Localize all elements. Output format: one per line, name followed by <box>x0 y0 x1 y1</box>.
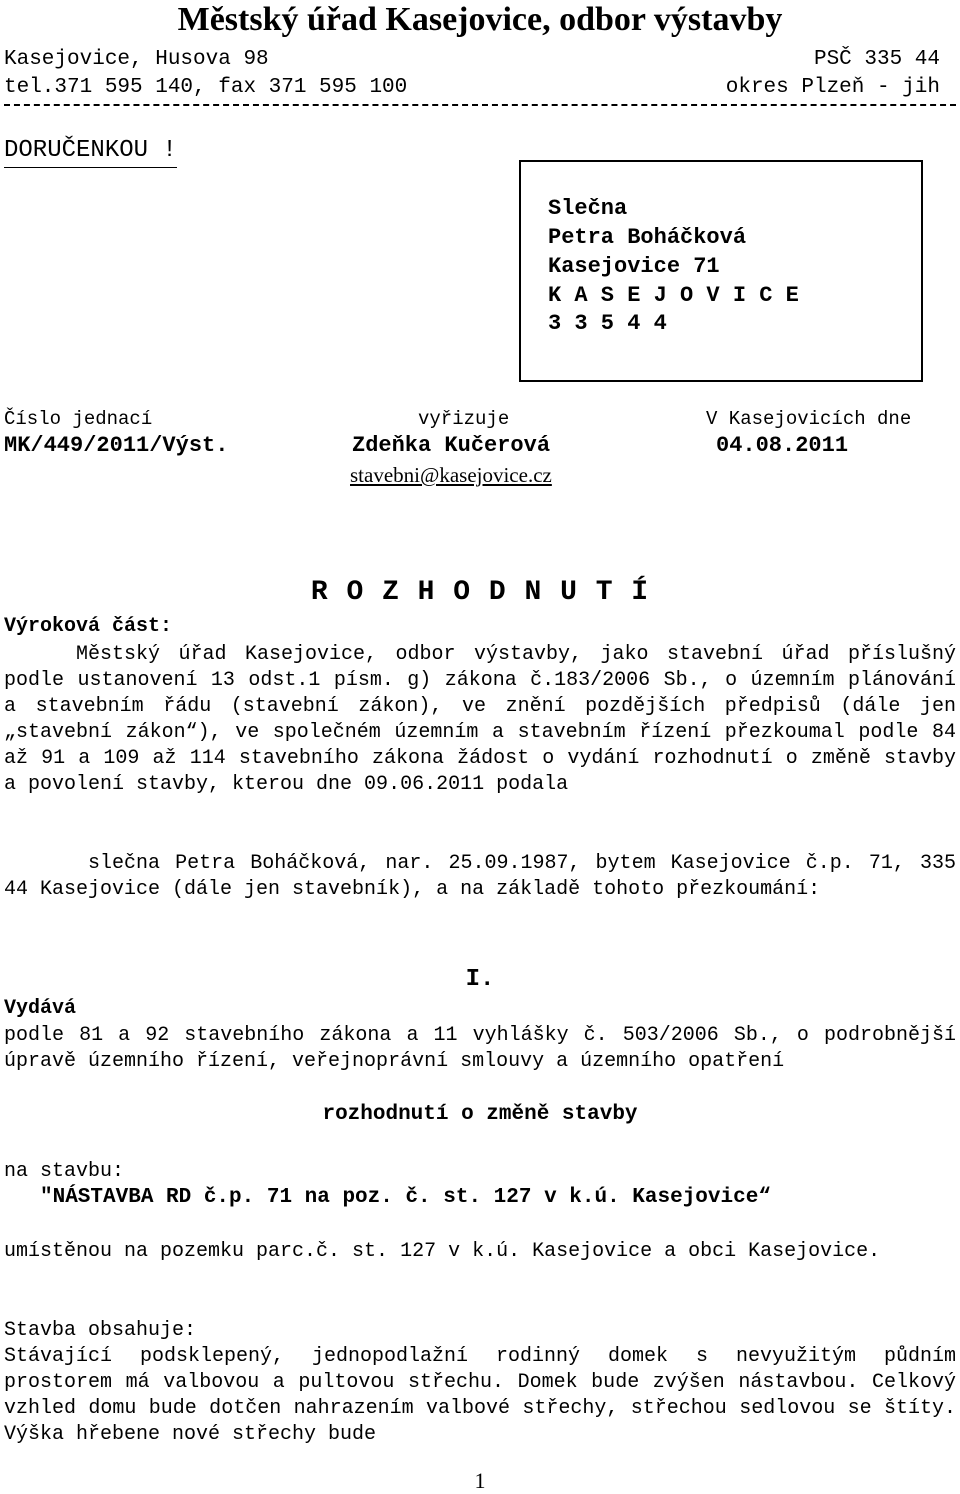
office-address: Kasejovice, Husova 98 <box>4 48 269 71</box>
operative-part-label: Výroková část: <box>4 615 173 638</box>
delivery-label: DORUČENKOU ! <box>4 136 177 168</box>
section-roman-numeral <box>0 966 960 994</box>
construction-contains-text: Stávající podsklepený, jednopodlažní rodinný domek s nevyužitým půdním prostorem má valbovou a pultovou střechu. Domek bude zvýšen nástavbou. Celkový vzhled domu bude dotčen nahrazením valbové střechy, střechou sedlovou se štíty. Výška hřebene nové střechy bude <box>4 1345 956 1446</box>
recipient-street: Kasejovice 71 <box>548 254 720 279</box>
recipient-town: K A S E J O V I C E <box>548 283 799 308</box>
construction-contains-label: Stavba obsahuje: <box>4 1319 197 1342</box>
decision-paragraph-3: podle 81 a 92 stavebního zákona a 11 vyhlášky č. 503/2006 Sb., o podrobnější úpravě územního řízení, veřejnoprávní smlouvy a územního opatření <box>4 1024 956 1073</box>
reference-number: MK/449/2011/Výst. <box>4 433 229 458</box>
construction-name: "NÁSTAVBA RD č.p. 71 na poz. č. st. 127 v k.ú. Kasejovice“ <box>40 1186 771 1209</box>
date-label: V Kasejovicích dne <box>706 408 912 430</box>
roman-numeral-text: I. <box>465 966 495 993</box>
construction-label: na stavbu: <box>4 1160 125 1183</box>
handler-label: vyřizuje <box>418 408 510 430</box>
office-title: Městský úřad Kasejovice, odbor výstavby <box>177 1 783 38</box>
reference-number-label: Číslo jednací <box>4 408 153 430</box>
office-postcode: PSČ 335 44 <box>813 48 940 71</box>
header-divider <box>4 104 956 106</box>
decision-type: rozhodnutí o změně stavby <box>322 1103 638 1126</box>
recipient-postcode: 3 3 5 4 4 <box>548 311 667 336</box>
decision-paragraph-1: Městský úřad Kasejovice, odbor výstavby, jako stavební úřad příslušný podle ustanovení 13 odst.1 písm. g) zákona č.183/2006 Sb., o územním plánování a stavebním řádu (stavební zákon), ve znění pozdějších předpisů (dále jen „stavební zákon“), ve společném územním a stavebním řízení přezkoumal podle 84 až 91 a 109 až 114 stavebního zákona žádost o vydání rozhodnutí o změně stavby a povolení stavby, kterou dne 09.06.2011 podala <box>4 643 956 796</box>
issues-label: Vydává <box>4 997 77 1020</box>
recipient-name: Petra Boháčková <box>548 225 747 250</box>
decision-paragraph-2: slečna Petra Boháčková, nar. 25.09.1987, bytem Kasejovice č.p. 71, 335 44 Kasejovice (dále jen stavebník), a na základě tohoto přezkoumání: <box>4 852 956 901</box>
document-date: 04.08.2011 <box>716 433 849 458</box>
handler-name: Zdeňka Kučerová <box>352 433 551 458</box>
construction-location: umístěnou na pozemku parc.č. st. 127 v k.ú. Kasejovice a obci Kasejovice. <box>4 1240 881 1263</box>
handler-email-link[interactable]: stavebni@kasejovice.cz <box>350 463 552 487</box>
recipient-salutation: Slečna <box>548 196 628 221</box>
office-phone: tel.371 595 140, fax 371 595 100 <box>4 76 408 99</box>
recipient-address-box <box>519 160 923 382</box>
page-number: 1 <box>474 1468 486 1493</box>
decision-heading: R O Z H O D N U T Í <box>310 577 650 608</box>
office-district: okres Plzeň - jih <box>725 76 940 99</box>
